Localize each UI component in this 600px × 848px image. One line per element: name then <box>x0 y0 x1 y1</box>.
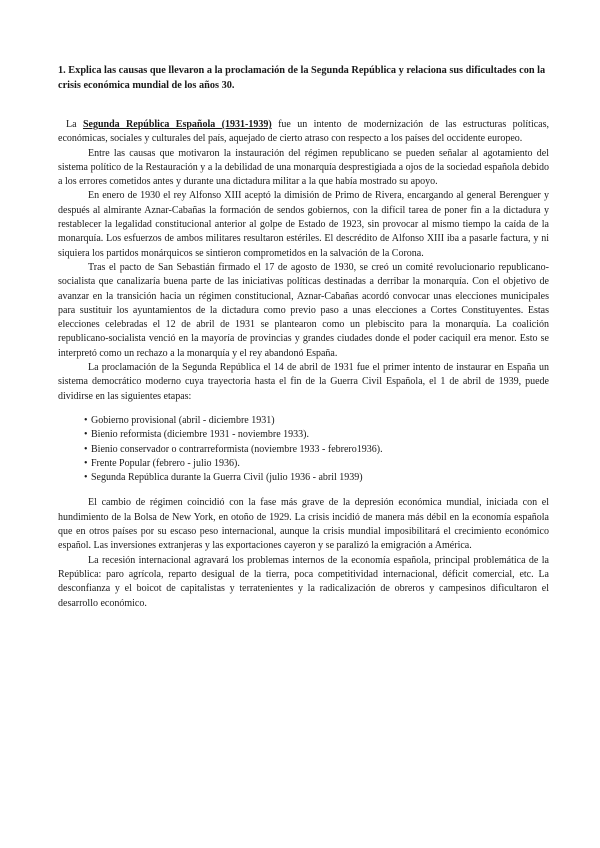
term-segunda-republica: Segunda República Española (1931-1939) <box>82 119 272 130</box>
paragraph-alfonso: En enero de 1930 el rey Alfonso XIII aceptó la dimisión de Primo de Rivera, encargando al general Berenguer y después al almirante Aznar-Cabañas la formación de sendos gobiernos, con la difícil tarea de poner fin a la dictadura y restablecer la legalidad constitucional anterior al golpe de Estado de 1923, sin provocar al mismo tiempo la caída de la monarquía. Los esfuerzos de ambos militares resultaron estériles. El descrédito de Alfonso XIII iba a pasarle factura, y ni siquiera los partidos monárquicos se sintieron comprometidos en la salvación de la Corona. <box>58 190 549 259</box>
stage-item: • Bienio conservador o contrarreformista (noviembre 1933 - febrero1936). <box>84 443 549 457</box>
stages-list <box>58 414 549 485</box>
paragraph-san-sebastian: Tras el pacto de San Sebastián firmado el 17 de agosto de 1930, se creó un comité revolucionario republicano-socialista que canalizaría buena parte de las iniciativas políticas destinadas a derribar la monarquía. Con el objetivo de avanzar en la transición hacia un régimen constitucional, Aznar-Cabañas acordó convocar unas elecciones municipales para sustituir los ayuntamientos de la dictadura como previo paso a unas elecciones a Cortes Constituyentes. Estas elecciones celebradas el 12 de abril de 1931 se plantearon como un plebiscito para la monarquía. La coalición republicano-socialista venció en la mayoría de provincias y grandes ciudades donde el poder caciquil era menor. Esto se interpretó como un rechazo a la monarquía y el rey abandonó España. <box>58 261 549 359</box>
answer-body <box>58 118 549 611</box>
intro-lead: La <box>66 119 83 130</box>
question-heading: 1. Explica las causas que llevaron a la proclamación de la Segunda República y relaciona sus dificultades con la crisis económica mundial de los años 30. <box>58 65 546 91</box>
stage-item: • Frente Popular (febrero - julio 1936). <box>84 457 549 471</box>
paragraph-recession: La recesión internacional agravará los problemas internos de la economía española, principal problemática de la República: paro agrícola, reparto desigual de la tierra, poca competitividad internacional, déficit comercial, etc. La desconfianza y el boicot de capitalistas y terratenientes y la radicalización de obreros y campesinos dificultaron el desarrollo económico. <box>58 554 549 609</box>
intro-rest: fue un intento de modernización de las estructuras políticas, económicas, sociales y culturales del país, aquejado de cierto atraso con respecto a los países del occidente europeo. <box>58 119 550 145</box>
stage-item: • Gobierno provisional (abril - diciembre 1931) <box>84 414 549 428</box>
stage-item: • Segunda República durante la Guerra Civil (julio 1936 - abril 1939) <box>84 471 549 485</box>
paragraph-causes: Entre las causas que motivaron la instauración del régimen republicano se pueden señalar al agotamiento del sistema político de la Restauración y a la debilidad de una monarquía desprestigiada a ojos de la sociedad española debido a los errores cometidos antes y durante una dictadura militar a la que había mostrado su apoyo. <box>58 147 549 188</box>
stage-item: • Bienio reformista (diciembre 1931 - noviembre 1933). <box>84 428 549 442</box>
paragraph-economic-crisis: El cambio de régimen coincidió con la fase más grave de la depresión económica mundial, iniciada con el hundimiento de la Bolsa de New York, en otoño de 1929. La crisis incidió de manera más débil en la economía española que en otros países por su escaso peso internacional, aunque la crisis mundial imposibilitará el crecimiento económico español. Las inversiones extranjeras y las exportaciones cayeron y se paralizó la emigración a América. <box>58 497 549 552</box>
paragraph-proclamation: La proclamación de la Segunda República el 14 de abril de 1931 fue el primer intento de instaurar en España un sistema democrático moderno cuya trayectoria hasta el fin de la Guerra Civil Española, el 1 de abril de 1939, puede dividirse en las siguientes etapas: <box>58 362 549 402</box>
intro-paragraph <box>58 118 549 147</box>
